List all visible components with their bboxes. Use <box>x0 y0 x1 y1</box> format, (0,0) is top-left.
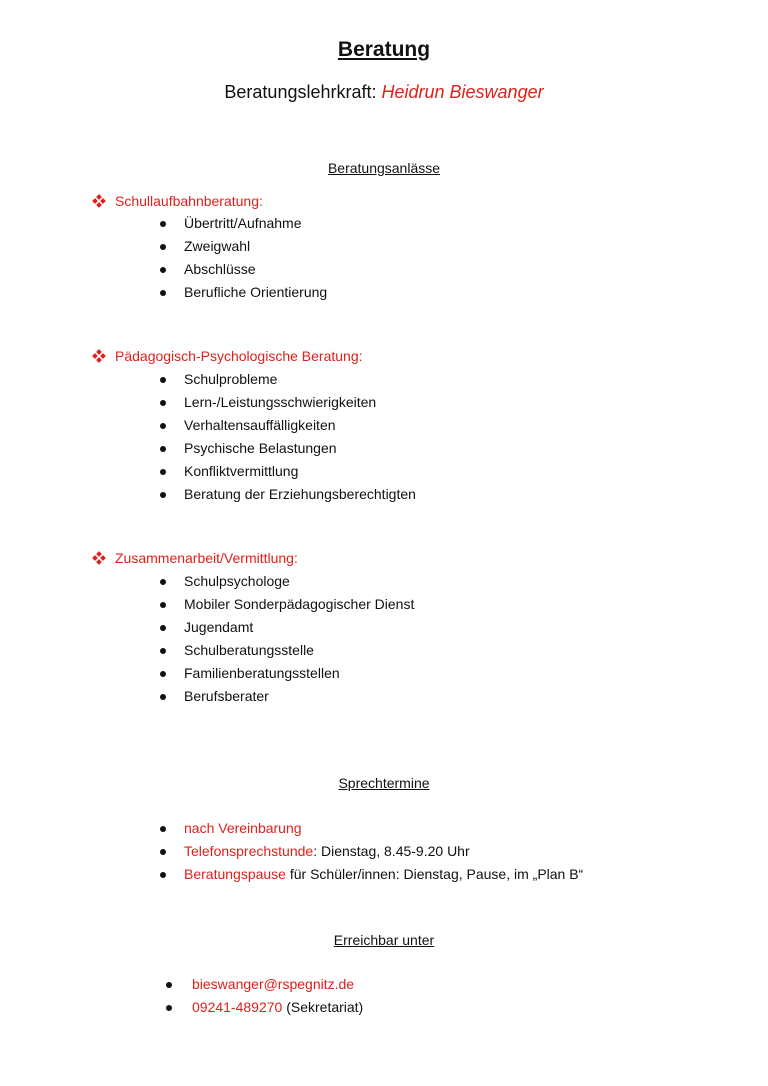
subtitle-prefix: Beratungslehrkraft: <box>224 82 377 102</box>
bullet-icon <box>160 625 166 631</box>
bullet-icon <box>160 400 166 406</box>
heading-beratungsanlaesse: Beratungsanlässe <box>327 160 441 176</box>
bullet-icon <box>160 671 166 677</box>
page-title: Beratung <box>337 38 431 61</box>
list-item: Schulberatungsstelle <box>158 639 414 662</box>
section-schullaufbahn <box>93 193 263 209</box>
bullet-icon <box>160 221 166 227</box>
bullet-icon <box>160 648 166 654</box>
list-item: Mobiler Sonderpädagogischer Dienst <box>158 593 414 616</box>
diamond-bullet-icon <box>93 350 105 362</box>
list-item: Jugendamt <box>158 616 414 639</box>
list-item: Beratung der Erziehungsberechtigten <box>158 483 416 506</box>
list-item: Lern-/Leistungsschwierigkeiten <box>158 391 416 414</box>
list-item: Übertritt/Aufnahme <box>158 212 327 235</box>
bullet-icon <box>160 377 166 383</box>
phone-number: 09241-489270 <box>192 999 283 1015</box>
bullet-icon <box>160 602 166 608</box>
list-contact <box>164 973 363 1019</box>
section-label: Pädagogisch-Psychologische Beratung: <box>115 348 363 364</box>
bullet-icon <box>160 872 166 878</box>
list-item: Abschlüsse <box>158 258 327 281</box>
bullet-icon <box>160 267 166 273</box>
heading-sprechtermine: Sprechtermine <box>338 775 430 791</box>
bullet-icon <box>160 469 166 475</box>
list-item: Berufliche Orientierung <box>158 281 327 304</box>
bullet-icon <box>160 826 166 832</box>
list-item: Konfliktvermittlung <box>158 460 416 483</box>
list-item <box>164 996 363 1019</box>
section-paedagogisch <box>93 348 363 364</box>
list-item: Psychische Belastungen <box>158 437 416 460</box>
bullet-icon <box>166 982 172 988</box>
section-zusammenarbeit <box>93 550 298 566</box>
bullet-icon <box>160 290 166 296</box>
bullet-icon <box>160 492 166 498</box>
diamond-bullet-icon <box>93 195 105 207</box>
bullet-icon <box>160 446 166 452</box>
list-schullaufbahn <box>158 212 327 304</box>
section-label: Zusammenarbeit/Vermittlung: <box>115 550 298 566</box>
heading-erreichbar: Erreichbar unter <box>333 932 435 948</box>
list-paedagogisch <box>158 368 416 506</box>
list-item: Telefonsprechstunde: Dienstag, 8.45-9.20 Uhr <box>158 840 583 863</box>
list-item: Beratungspause für Schüler/innen: Dienstag, Pause, im „Plan B“ <box>158 863 583 886</box>
teacher-name: Heidrun Bieswanger <box>381 82 544 102</box>
bullet-icon <box>160 694 166 700</box>
list-item <box>164 973 363 996</box>
list-item: Schulpsychologe <box>158 570 414 593</box>
list-item: Verhaltensauffälligkeiten <box>158 414 416 437</box>
list-item: Berufsberater <box>158 685 414 708</box>
subtitle <box>0 82 768 103</box>
list-zusammenarbeit <box>158 570 414 708</box>
diamond-bullet-icon <box>93 552 105 564</box>
bullet-icon <box>160 849 166 855</box>
email-link[interactable]: bieswanger@rspegnitz.de <box>192 976 355 992</box>
list-item: Zweigwahl <box>158 235 327 258</box>
bullet-icon <box>166 1005 172 1011</box>
bullet-icon <box>160 423 166 429</box>
section-label: Schullaufbahnberatung: <box>115 193 263 209</box>
phone-note: (Sekretariat) <box>286 999 364 1015</box>
list-item: nach Vereinbarung <box>158 817 583 840</box>
list-item: Familienberatungsstellen <box>158 662 414 685</box>
list-item: Schulprobleme <box>158 368 416 391</box>
list-sprechtermine <box>158 817 583 886</box>
bullet-icon <box>160 579 166 585</box>
bullet-icon <box>160 244 166 250</box>
